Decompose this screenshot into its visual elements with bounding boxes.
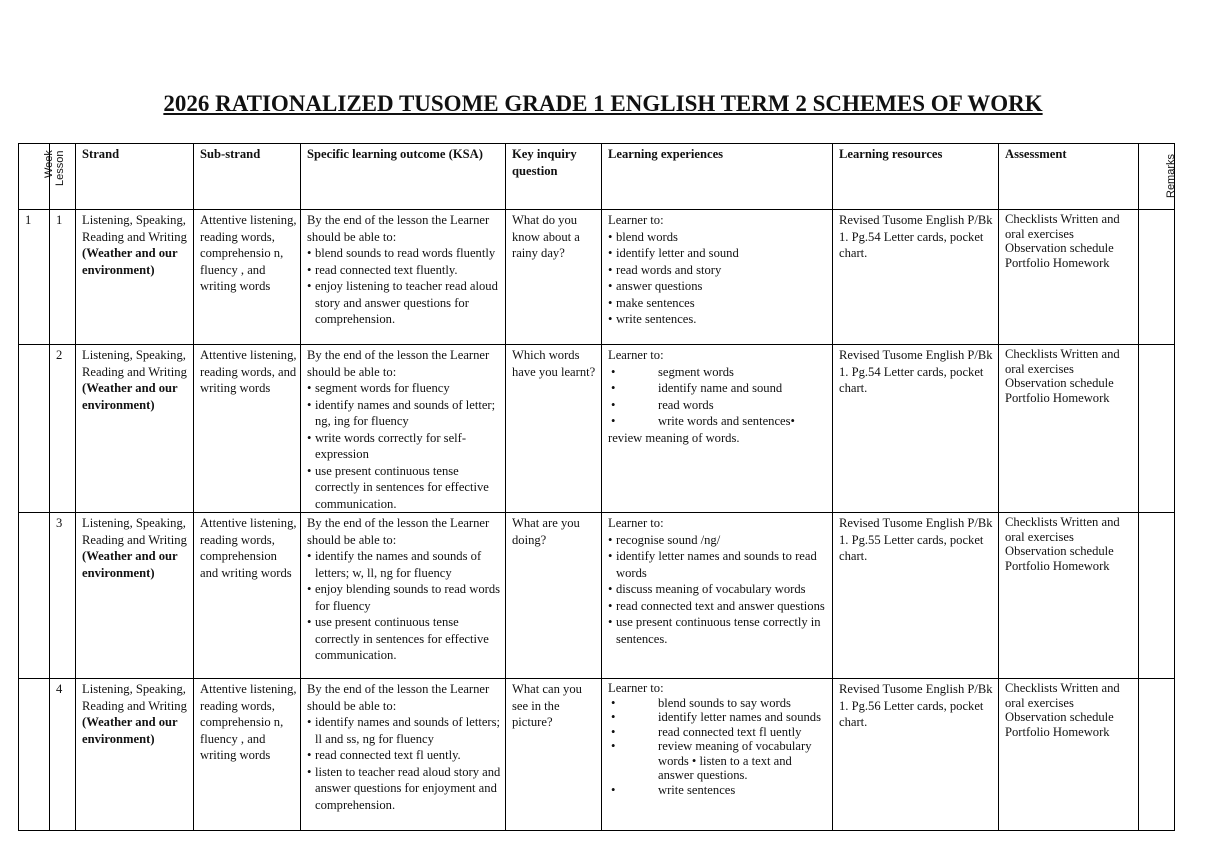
outcome-cell: By the end of the lesson the Learner should be able to: • identify the names and sounds of letters; w, ll, ng for fluency • enjoy blending sounds to read words for fluency • use present continuous tense correctly in sentences for effective communication. xyxy=(301,513,506,679)
substrand-cell: Attentive listening, reading words, comprehensio n, fluency , and writing words xyxy=(194,679,301,831)
header-question: Key inquiry question xyxy=(506,144,602,210)
list-item: • enjoy blending sounds to read words for fluency xyxy=(307,581,502,614)
list-item: • read connected text and answer questions xyxy=(608,598,829,615)
lesson-cell: 4 xyxy=(50,679,76,831)
list-item: • segment words for fluency xyxy=(307,380,502,397)
header-strand: Strand xyxy=(76,144,194,210)
list-item: • write words and sentences• xyxy=(608,413,829,430)
list-item: • listen to teacher read aloud story and answer questions for enjoyment and comprehension. xyxy=(307,764,502,814)
strand-cell: Listening, Speaking, Reading and Writing (Weather and our environment) xyxy=(76,679,194,831)
list-item: • discuss meaning of vocabulary words xyxy=(608,581,829,598)
strand-cell: Listening, Speaking, Reading and Writing (Weather and our environment) xyxy=(76,513,194,679)
question-cell: What are you doing? xyxy=(506,513,602,679)
list-item: • identify letter and sound xyxy=(608,245,829,262)
list-item: • enjoy listening to teacher read aloud story and answer questions for comprehension. xyxy=(307,278,502,328)
list-item: • recognise sound /ng/ xyxy=(608,532,829,549)
header-lesson: Lesson xyxy=(50,144,76,210)
lesson-cell: 2 xyxy=(50,345,76,513)
list-item: • write words correctly for self-expression xyxy=(307,430,502,463)
list-item: • identify names and sounds of letters; ll and ss, ng for fluency xyxy=(307,714,502,747)
header-substrand: Sub-strand xyxy=(194,144,301,210)
list-item: • write sentences xyxy=(608,783,829,798)
assessment-cell: Checklists Written and oral exercises Observation schedule Portfolio Homework xyxy=(999,210,1139,345)
list-item: • read words and story xyxy=(608,262,829,279)
list-item: • use present continuous tense correctly in sentences for effective communication. xyxy=(307,614,502,664)
header-experiences: Learning experiences xyxy=(602,144,833,210)
list-item: • make sentences xyxy=(608,295,829,312)
question-cell: What can you see in the picture? xyxy=(506,679,602,831)
list-item: • identify the names and sounds of letters; w, ll, ng for fluency xyxy=(307,548,502,581)
week-cell xyxy=(19,513,50,679)
page-title: 2026 RATIONALIZED TUSOME GRADE 1 ENGLISH TERM 2 SCHEMES OF WORK xyxy=(163,91,1043,116)
experiences-cell: Learner to: • recognise sound /ng/ • identify letter names and sounds to read words • discuss meaning of vocabulary words • read connected text and answer questions • use present continuous tense correctly in sentences. xyxy=(602,513,833,679)
experiences-cell: Learner to: • blend sounds to say words • identify letter names and sounds • read connected text fl uently • review meaning of vocabulary words • listen to a text and answer questions. • write sentences xyxy=(602,679,833,831)
header-remarks: Remarks xyxy=(1139,144,1175,210)
list-item: • answer questions xyxy=(608,278,829,295)
schemes-table xyxy=(18,143,1175,831)
assessment-cell: Checklists Written and oral exercises Observation schedule Portfolio Homework xyxy=(999,345,1139,513)
list-item: • write sentences. xyxy=(608,311,829,328)
list-item: • review meaning of vocabulary words • listen to a text and answer questions. xyxy=(608,739,829,783)
experiences-cell: Learner to: • blend words • identify letter and sound • read words and story • answer questions • make sentences • write sentences. xyxy=(602,210,833,345)
strand-cell: Listening, Speaking, Reading and Writing (Weather and our environment) xyxy=(76,345,194,513)
remarks-cell xyxy=(1139,345,1175,513)
substrand-cell: Attentive listening, reading words, and writing words xyxy=(194,345,301,513)
list-item: • read connected text fl uently xyxy=(608,725,829,740)
list-item: • use present continuous tense correctly in sentences for effective communication. xyxy=(307,463,502,513)
header-row xyxy=(19,144,1175,210)
list-item: • use present continuous tense correctly in sentences. xyxy=(608,614,829,647)
list-item: • identify names and sounds of letter; ng, ing for fluency xyxy=(307,397,502,430)
resources-cell: Revised Tusome English P/Bk 1. Pg.54 Letter cards, pocket chart. xyxy=(833,345,999,513)
header-week: Week xyxy=(19,144,50,210)
week-cell xyxy=(19,345,50,513)
header-resources: Learning resources xyxy=(833,144,999,210)
week-cell: 1 xyxy=(19,210,50,345)
strand-cell: Listening, Speaking, Reading and Writing (Weather and our environment) xyxy=(76,210,194,345)
resources-cell: Revised Tusome English P/Bk 1. Pg.54 Letter cards, pocket chart. xyxy=(833,210,999,345)
lesson-cell: 1 xyxy=(50,210,76,345)
list-item: • identify letter names and sounds to read words xyxy=(608,548,829,581)
lesson-cell: 3 xyxy=(50,513,76,679)
substrand-cell: Attentive listening, reading words, comprehensio n, fluency , and writing words xyxy=(194,210,301,345)
question-cell: What do you know about a rainy day? xyxy=(506,210,602,345)
assessment-cell: Checklists Written and oral exercises Observation schedule Portfolio Homework xyxy=(999,679,1139,831)
resources-cell: Revised Tusome English P/Bk 1. Pg.56 Letter cards, pocket chart. xyxy=(833,679,999,831)
substrand-cell: Attentive listening, reading words, comprehension and writing words xyxy=(194,513,301,679)
header-assessment: Assessment xyxy=(999,144,1139,210)
list-item: • identify name and sound xyxy=(608,380,829,397)
question-cell: Which words have you learnt? xyxy=(506,345,602,513)
experiences-cell: Learner to: • segment words • identify name and sound • read words • write words and sentences• review meaning of words. xyxy=(602,345,833,513)
list-item: • identify letter names and sounds xyxy=(608,710,829,725)
table-row xyxy=(19,513,1175,679)
header-outcome: Specific learning outcome (KSA) xyxy=(301,144,506,210)
list-item: • blend sounds to read words fluently xyxy=(307,245,502,262)
remarks-cell xyxy=(1139,513,1175,679)
outcome-cell: By the end of the lesson the Learner should be able to: • segment words for fluency • identify names and sounds of letter; ng, ing for fluency • write words correctly for self-expression • use present continuous tense correctly in sentences for effective communication. xyxy=(301,345,506,513)
list-item: • segment words xyxy=(608,364,829,381)
resources-cell: Revised Tusome English P/Bk 1. Pg.55 Letter cards, pocket chart. xyxy=(833,513,999,679)
remarks-cell xyxy=(1139,210,1175,345)
list-item: • blend words xyxy=(608,229,829,246)
list-item: • read words xyxy=(608,397,829,414)
week-cell xyxy=(19,679,50,831)
table-row xyxy=(19,210,1175,345)
list-item: • blend sounds to say words xyxy=(608,696,829,711)
outcome-cell: By the end of the lesson the Learner should be able to: • identify names and sounds of letters; ll and ss, ng for fluency • read connected text fl uently. • listen to teacher read aloud story and answer questions for enjoyment and comprehension. xyxy=(301,679,506,831)
table-row xyxy=(19,679,1175,831)
assessment-cell: Checklists Written and oral exercises Observation schedule Portfolio Homework xyxy=(999,513,1139,679)
list-item: • read connected text fl uently. xyxy=(307,747,502,764)
outcome-cell: By the end of the lesson the Learner should be able to: • blend sounds to read words fluently • read connected text fluently. • enjoy listening to teacher read aloud story and answer questions for comprehension. xyxy=(301,210,506,345)
table-row xyxy=(19,345,1175,513)
list-item: • read connected text fluently. xyxy=(307,262,502,279)
remarks-cell xyxy=(1139,679,1175,831)
